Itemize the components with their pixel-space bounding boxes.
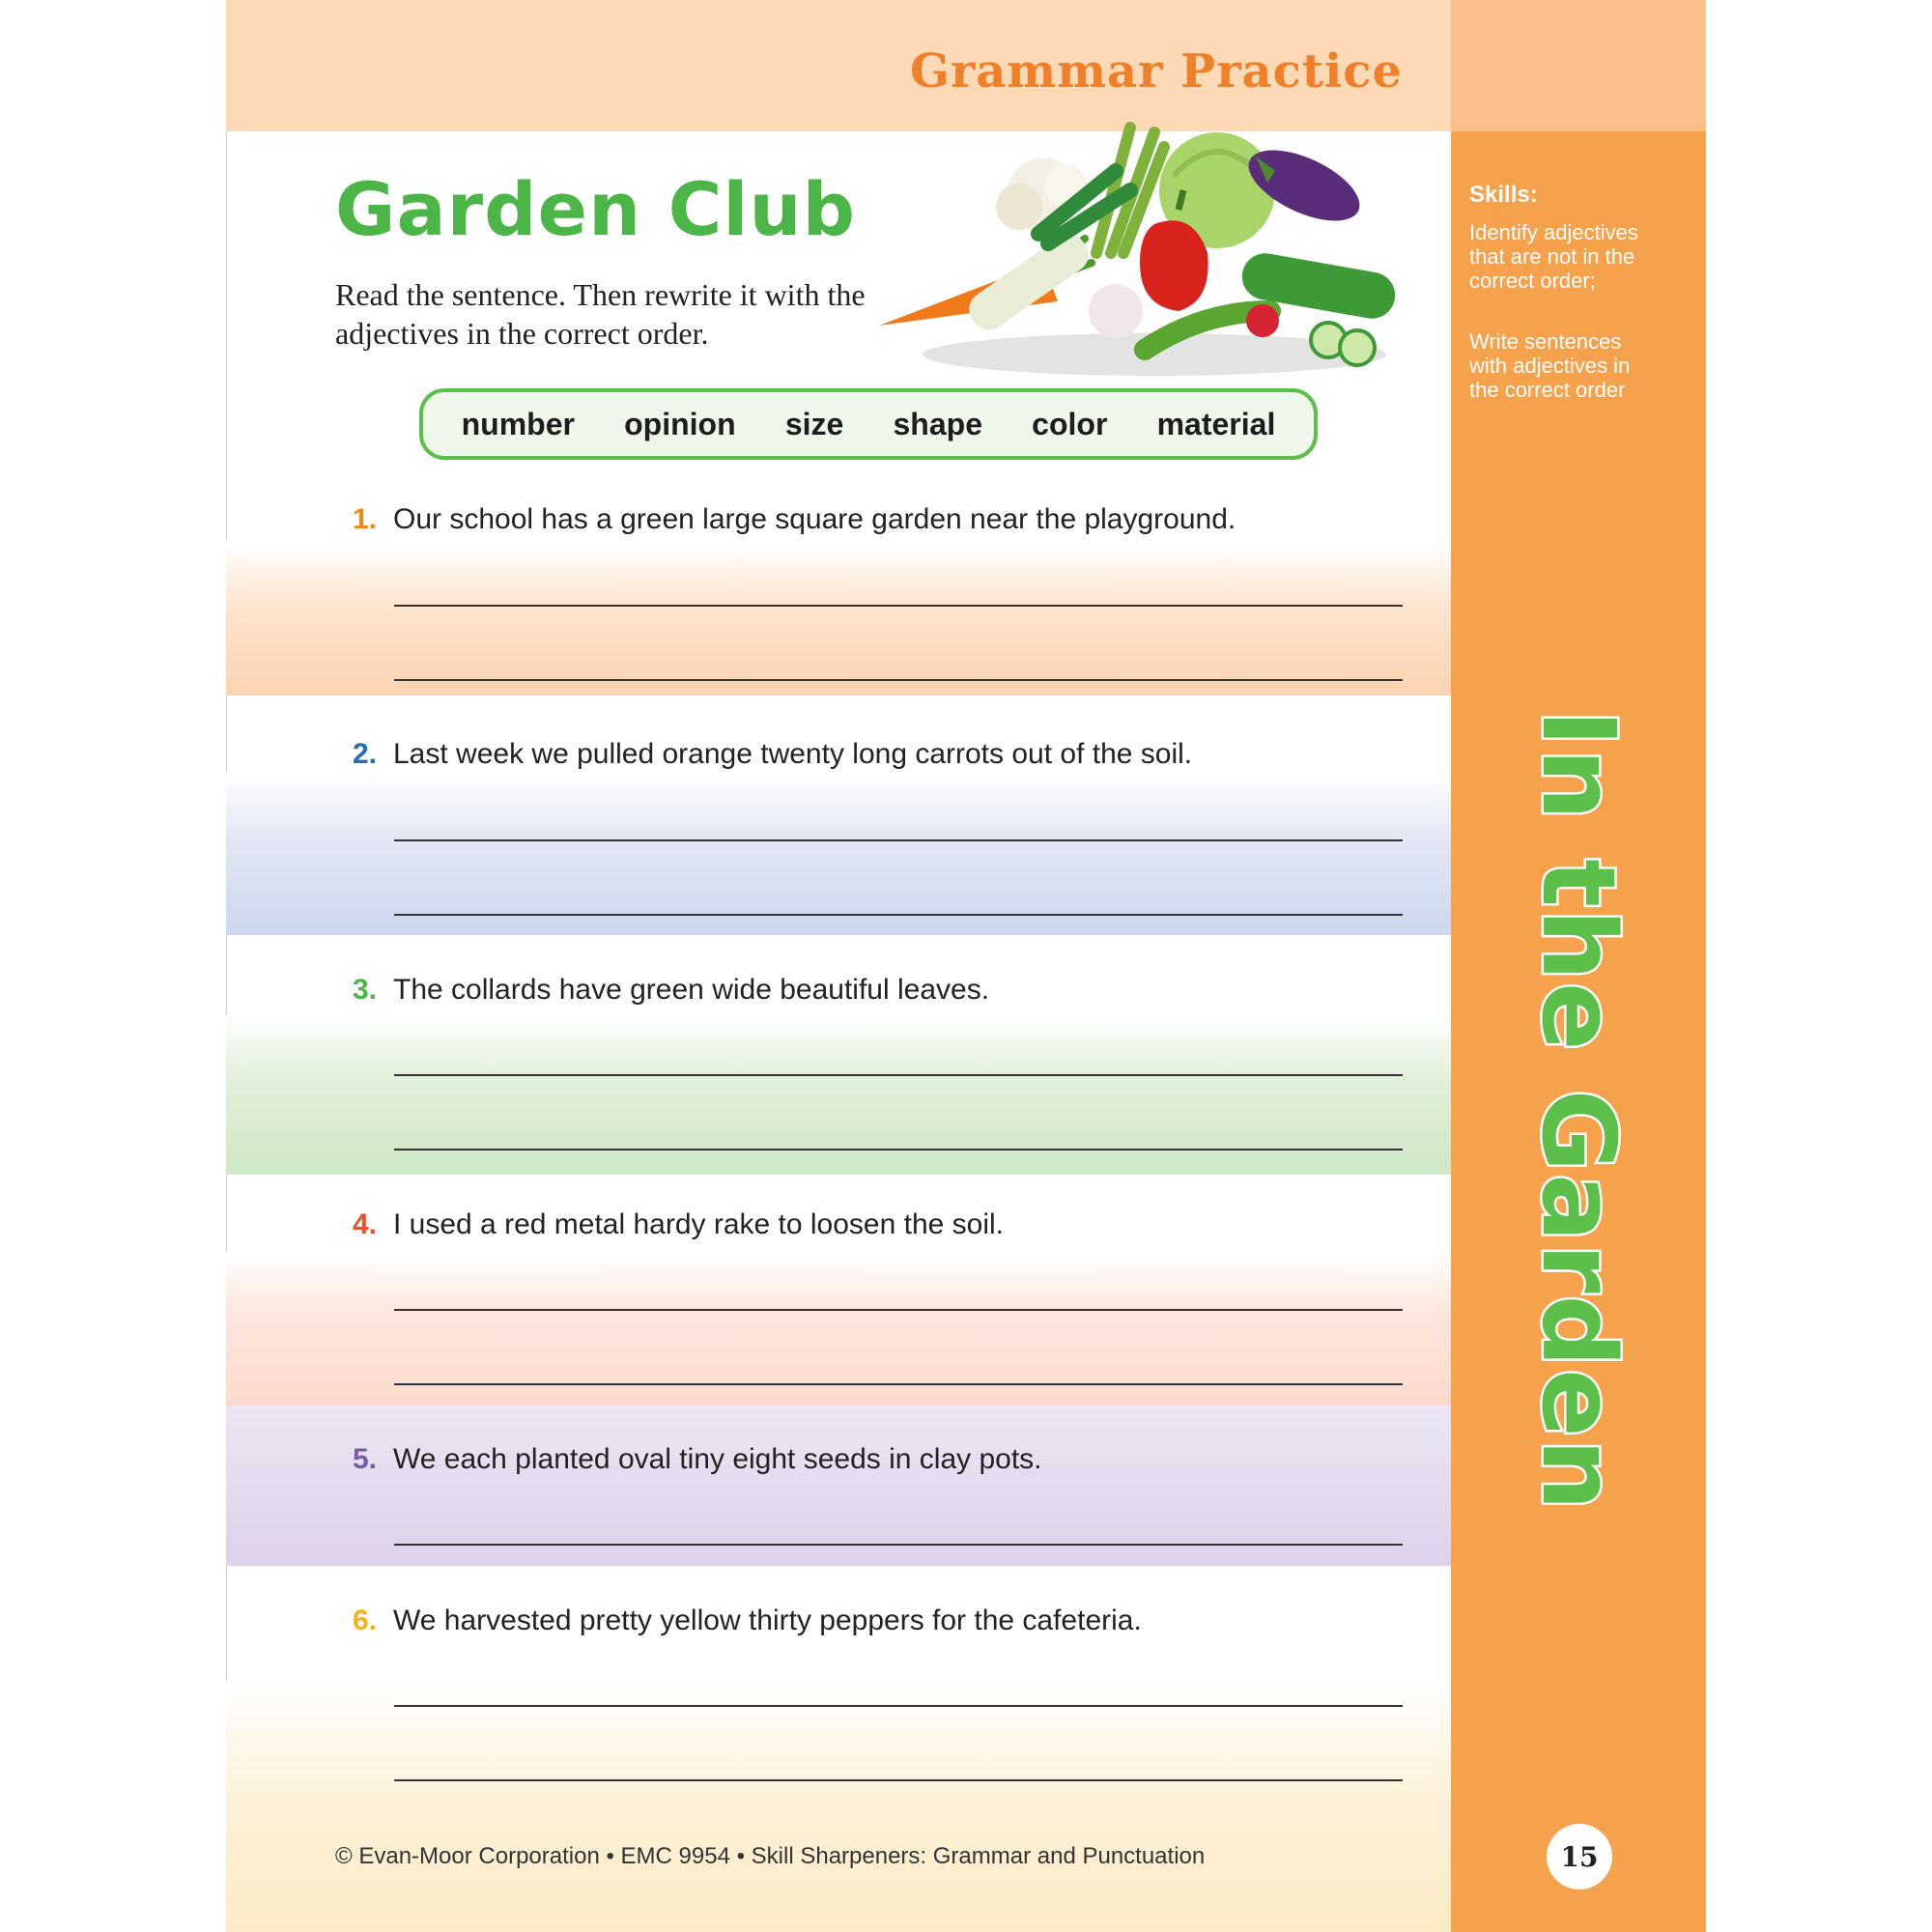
question-number: 1. — [353, 503, 378, 535]
question-text: Last week we pulled orange twenty long carrots out of the soil. — [393, 738, 1193, 770]
answer-line[interactable] — [394, 1309, 1403, 1311]
question-text: I used a red metal hardy rake to loosen the soil. — [393, 1208, 1005, 1240]
skill-item-1: Identify adjectives that are not in the correct order; — [1469, 220, 1638, 293]
answer-line[interactable] — [394, 839, 1403, 841]
word-bank-item: color — [1032, 406, 1108, 441]
sidebar-top — [1451, 0, 1706, 131]
word-bank-item: size — [784, 406, 844, 441]
question-number: 2. — [353, 738, 378, 770]
answer-line[interactable] — [394, 914, 1403, 916]
question-text: Our school has a green large square garden near the playground. — [393, 503, 1236, 535]
adjective-order-word-bank — [419, 388, 1318, 460]
vegetables-illustration — [874, 118, 1406, 379]
page-title: Garden Club — [335, 166, 856, 252]
question-2 — [353, 738, 1192, 771]
question-3 — [353, 974, 989, 1007]
question-5 — [353, 1443, 1042, 1476]
question-band-3 — [226, 1014, 1451, 1175]
section-title: Grammar Practice — [910, 44, 1403, 99]
question-4 — [353, 1208, 1004, 1241]
answer-line[interactable] — [394, 1544, 1403, 1546]
question-band-5 — [226, 1406, 1451, 1566]
answer-line[interactable] — [394, 679, 1403, 681]
question-text: The collards have green wide beautiful leaves. — [393, 974, 990, 1006]
answer-line[interactable] — [394, 605, 1403, 607]
question-number: 5. — [353, 1443, 378, 1475]
skills-heading: Skills: — [1469, 182, 1538, 208]
instructions: Read the sentence. Then rewrite it with the adjectives in the correct order. — [335, 277, 866, 351]
question-band-6 — [226, 1681, 1451, 1932]
footer-copyright: © Evan-Moor Corporation • EMC 9954 • Skill Sharpeners: Grammar and Punctuation — [335, 1843, 1206, 1869]
answer-line[interactable] — [394, 1383, 1403, 1385]
question-text: We harvested pretty yellow thirty peppers for the cafeteria. — [393, 1605, 1142, 1636]
question-band-1 — [226, 541, 1451, 696]
question-band-4 — [226, 1251, 1451, 1406]
word-bank-item: shape — [893, 406, 982, 441]
answer-line[interactable] — [394, 1779, 1403, 1781]
question-band-2 — [226, 773, 1451, 935]
question-number: 6. — [353, 1605, 378, 1636]
question-number: 3. — [353, 974, 378, 1006]
word-bank-item: opinion — [624, 406, 736, 441]
answer-line[interactable] — [394, 1705, 1403, 1707]
question-text: We each planted oval tiny eight seeds in clay pots. — [393, 1443, 1042, 1475]
answer-line[interactable] — [394, 1074, 1403, 1076]
word-bank-item: number — [461, 406, 575, 441]
page-number: 15 — [1547, 1824, 1612, 1889]
question-6 — [353, 1605, 1142, 1637]
question-1 — [353, 503, 1236, 536]
word-bank-item: material — [1156, 406, 1276, 441]
question-number: 4. — [353, 1208, 378, 1240]
skill-item-2: Write sentences with adjectives in the correct order — [1469, 329, 1631, 402]
answer-line[interactable] — [394, 1149, 1403, 1151]
unit-title: In the Garden — [1520, 709, 1637, 1513]
